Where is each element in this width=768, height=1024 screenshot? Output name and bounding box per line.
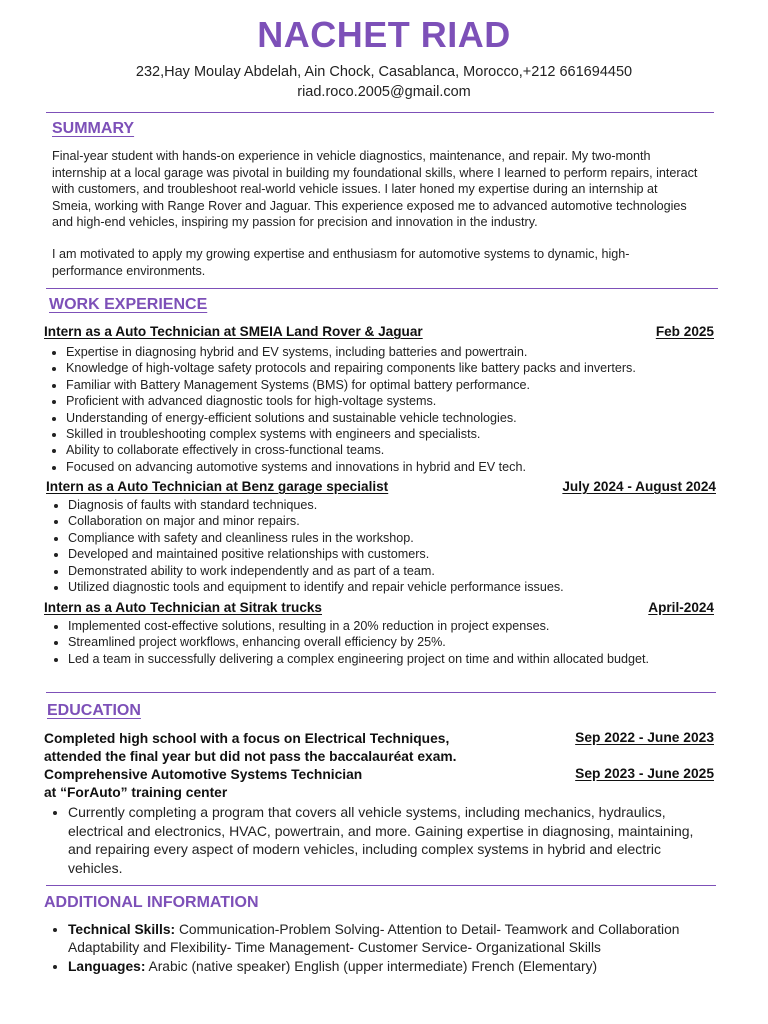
additional-info-heading: ADDITIONAL INFORMATION <box>44 894 259 911</box>
list-item: • Proficient with advanced diagnostic tools for high-voltage systems. <box>66 393 746 409</box>
header-divider <box>46 112 714 113</box>
additional-info-list <box>46 921 688 976</box>
job-bullets-sitrak <box>46 618 708 667</box>
list-item: • Implemented cost-effective solutions, resulting in a 20% reduction in project expenses. <box>68 618 708 634</box>
education-entry-2-line-1: Comprehensive Automotive Systems Technician <box>44 767 363 782</box>
list-item: • Utilized diagnostic tools and equipment to identify and repair vehicle performance issues. <box>68 579 748 595</box>
summary-heading: SUMMARY <box>52 120 135 137</box>
job-date-smeia: Feb 2025 <box>655 324 714 339</box>
list-item: • Familiar with Battery Management Systems (BMS) for optimal battery performance. <box>66 377 746 393</box>
job-title-sitrak: Intern as a Auto Technician at Sitrak trucks <box>44 600 322 615</box>
list-item: • Currently completing a program that covers all vehicle systems, including mechanics, hydraulics, electrical and electronics, HVAC, powertrain, and more. Gaining expertise in diagnosing, maintaining, and repairing every aspect of modern vehicles, including complex systems in hybrid and electric vehicles. <box>68 803 708 877</box>
list-item: • Ability to collaborate effectively in cross-functional teams. <box>66 442 746 458</box>
languages-text: Arabic (native speaker) English (upper intermediate) French (Elementary) <box>145 958 598 974</box>
list-item: • Understanding of energy-efficient solutions and sustainable vehicle technologies. <box>66 410 746 426</box>
list-item: • Compliance with safety and cleanliness rules in the workshop. <box>68 530 748 546</box>
job-date-sitrak: April-2024 <box>648 600 714 615</box>
list-item: • Streamlined project workflows, enhancing overall efficiency by 25%. <box>68 634 708 650</box>
job-date-benz: July 2024 - August 2024 <box>562 479 716 494</box>
job-title-benz: Intern as a Auto Technician at Benz garage specialist <box>46 479 389 494</box>
work-divider <box>46 692 716 693</box>
technical-skills-text: Communication-Problem Solving- Attention to Detail- Teamwork and Collaboration Adaptability and Flexibility- Time Management- Customer Service- Organizational Skills <box>68 922 680 956</box>
technical-skills-label: Technical Skills: <box>68 922 176 937</box>
list-item: • Knowledge of high-voltage safety protocols and repairing components like battery packs and inverters. <box>66 360 746 376</box>
summary-divider <box>46 288 718 289</box>
education-entry-2-date: Sep 2023 - June 2025 <box>575 766 714 781</box>
work-experience-heading: WORK EXPERIENCE <box>49 296 208 313</box>
job-title-smeia: Intern as a Auto Technician at SMEIA Land Rover & Jaguar <box>44 324 423 339</box>
languages-label: Languages: <box>68 958 146 974</box>
contact-email: riad.roco.2005@gmail.com <box>297 84 471 100</box>
education-divider <box>46 885 716 886</box>
candidate-name: NACHET RIAD <box>257 14 511 55</box>
contact-address: 232,Hay Moulay Abdelah, Ain Chock, Casablanca, Morocco,+212 661694450 <box>135 64 633 80</box>
summary-paragraph-1: Final-year student with hands-on experience in vehicle diagnostics, maintenance, and repair. My two-month internship at a local garage was pivotal in building my foundational skills, where I learned to perform repairs, interact with customers, and troubleshoot real-world vehicle issues. I later honed my expertise during an internship at Smeia, working with Range Rover and Jaguar. This experience exposed me to advanced automotive technologies and high-end vehicles, inspiring my passion for precision and innovation in the industry. <box>52 149 698 229</box>
education-bullets <box>46 803 708 877</box>
education-entry-1-line-1: Completed high school with a focus on Electrical Techniques, <box>44 731 450 746</box>
list-item: • Led a team in successfully delivering a complex engineering project on time and within allocated budget. <box>68 651 708 667</box>
job-bullets-smeia <box>44 344 746 475</box>
summary-paragraph-2: I am motivated to apply my growing expertise and enthusiasm for automotive systems to dynamic, high-performance environments. <box>52 247 630 278</box>
education-heading: EDUCATION <box>47 702 141 719</box>
list-item: • Expertise in diagnosing hybrid and EV systems, including batteries and powertrain. <box>66 344 746 360</box>
list-item: • Demonstrated ability to work independently and as part of a team. <box>68 563 748 579</box>
list-item: • Focused on advancing automotive systems and innovations in hybrid and EV tech. <box>66 459 746 475</box>
list-item <box>68 958 688 976</box>
education-entry-2-line-2: at “ForAuto” training center <box>44 785 228 800</box>
list-item: • Diagnosis of faults with standard techniques. <box>68 497 748 513</box>
job-bullets-benz <box>46 497 748 595</box>
education-entry-1-date: Sep 2022 - June 2023 <box>575 730 714 745</box>
list-item: • Collaboration on major and minor repairs. <box>68 513 748 529</box>
education-entry-1-line-2: attended the final year but did not pass the baccalauréat exam. <box>44 749 457 764</box>
list-item: • Developed and maintained positive relationships with customers. <box>68 546 748 562</box>
list-item: • Skilled in troubleshooting complex systems with engineers and specialists. <box>66 426 746 442</box>
list-item <box>68 921 688 958</box>
